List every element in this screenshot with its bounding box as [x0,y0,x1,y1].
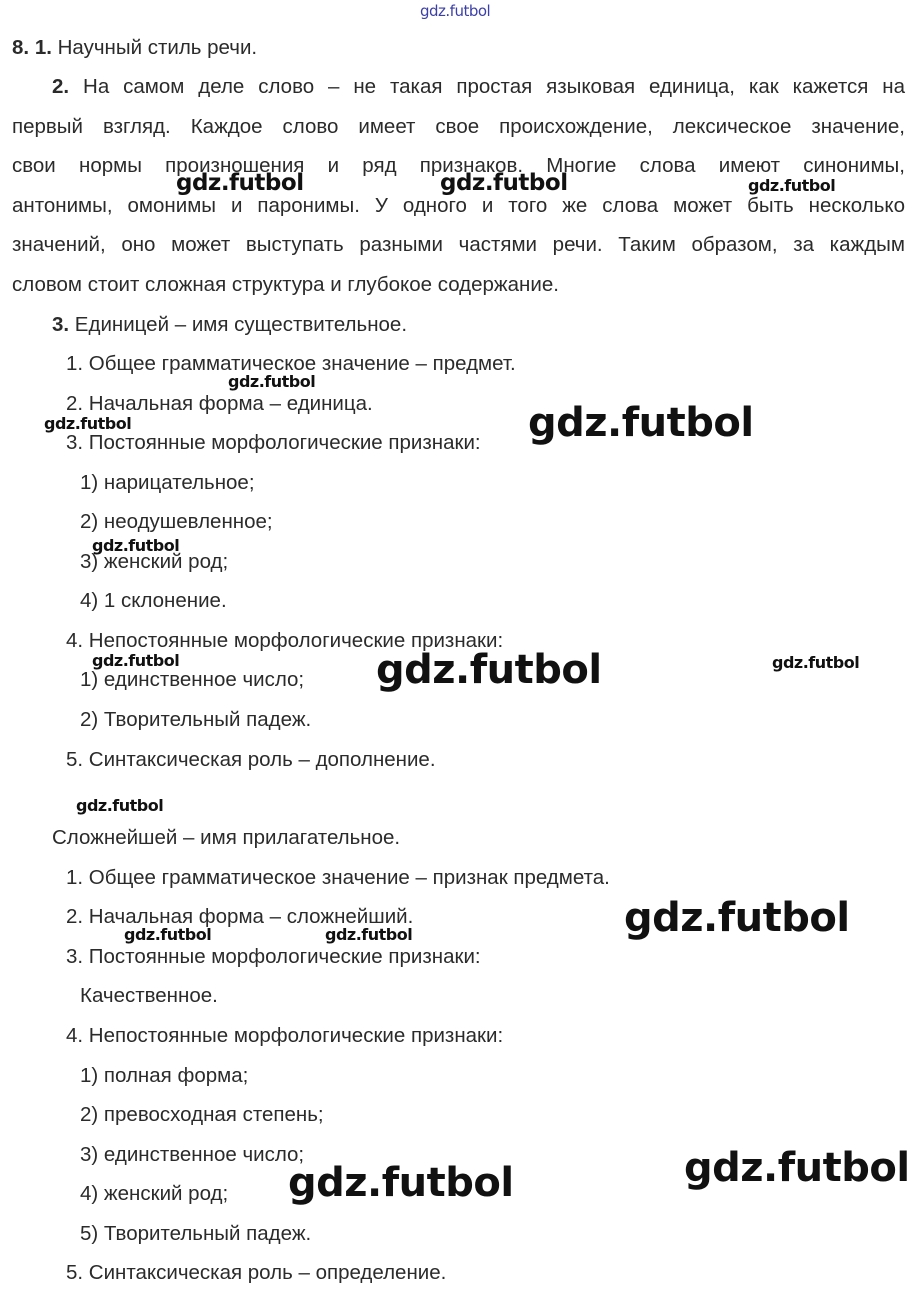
adj-item: 5. Синтаксическая роль – определение. [66,1261,447,1284]
watermark: gdz.futbol [44,414,132,433]
adj-item: 3. Постоянные морфологические признаки: [66,945,481,968]
noun-subitem: 4) 1 склонение. [80,589,227,612]
watermark: gdz.futbol [624,895,850,941]
adj-subitem: 2) превосходная степень; [80,1103,324,1126]
adj-title: Сложнейшей – имя прилагательное. [52,826,401,849]
noun-subitem: 1) нарицательное; [80,471,255,494]
noun-item: 3. Постоянные морфологические признаки: [66,431,481,454]
noun-item: 4. Непостоянные морфологические признаки: [66,629,504,652]
watermark: gdz.futbol [440,170,568,196]
para2-line-6: словом стоит сложная структура и глубокое содержание. [12,273,559,296]
noun-subitem: 2) неодушевленное; [80,510,273,533]
adj-subitem: 3) единственное число; [80,1143,305,1166]
watermark: gdz.futbol [92,536,180,555]
adj-subitem: Качественное. [80,984,218,1007]
para2-line-4: антонимы, омонимы и паронимы. У одного и того же слова может быть несколько [12,194,905,217]
noun-subitem: 3) женский род; [80,550,229,573]
watermark: gdz.futbol [376,647,602,693]
para2-line-1: 2. На самом деле слово – не такая простая языковая единица, как кажется на [52,75,905,98]
noun-item: 1. Общее грамматическое значение – предмет. [66,352,516,375]
watermark: gdz.futbol [420,2,491,20]
watermark: gdz.futbol [124,925,212,944]
watermark: gdz.futbol [684,1145,910,1191]
watermark: gdz.futbol [772,653,860,672]
noun-subitem: 1) единственное число; [80,668,305,691]
adj-subitem: 5) Творительный падеж. [80,1222,312,1245]
watermark: gdz.futbol [325,925,413,944]
watermark: gdz.futbol [288,1160,514,1206]
watermark: gdz.futbol [228,372,316,391]
watermark: gdz.futbol [176,170,304,196]
adj-item: 1. Общее грамматическое значение – признак предмета. [66,866,610,889]
adj-item: 2. Начальная форма – сложнейший. [66,905,414,928]
adj-subitem: 4) женский род; [80,1182,229,1205]
para2-line-5: значений, оно может выступать разными частями речи. Таким образом, за каждым [12,233,905,256]
para2-line-2: первый взгляд. Каждое слово имеет свое происхождение, лексическое значение, [12,115,905,138]
watermark: gdz.futbol [528,400,754,446]
para2-line-3: свои нормы произношения и ряд признаков. Многие слова имеют синонимы, [12,154,905,177]
adj-subitem: 1) полная форма; [80,1064,249,1087]
adj-item: 4. Непостоянные морфологические признаки: [66,1024,504,1047]
watermark: gdz.futbol [92,651,180,670]
para3-title: 3. Единицей – имя существительное. [52,313,408,336]
noun-item: 5. Синтаксическая роль – дополнение. [66,748,436,771]
noun-subitem: 2) Творительный падеж. [80,708,312,731]
exercise-heading: 8. 1. Научный стиль речи. [12,36,258,59]
watermark: gdz.futbol [76,796,164,815]
noun-item: 2. Начальная форма – единица. [66,392,373,415]
watermark: gdz.futbol [748,176,836,195]
